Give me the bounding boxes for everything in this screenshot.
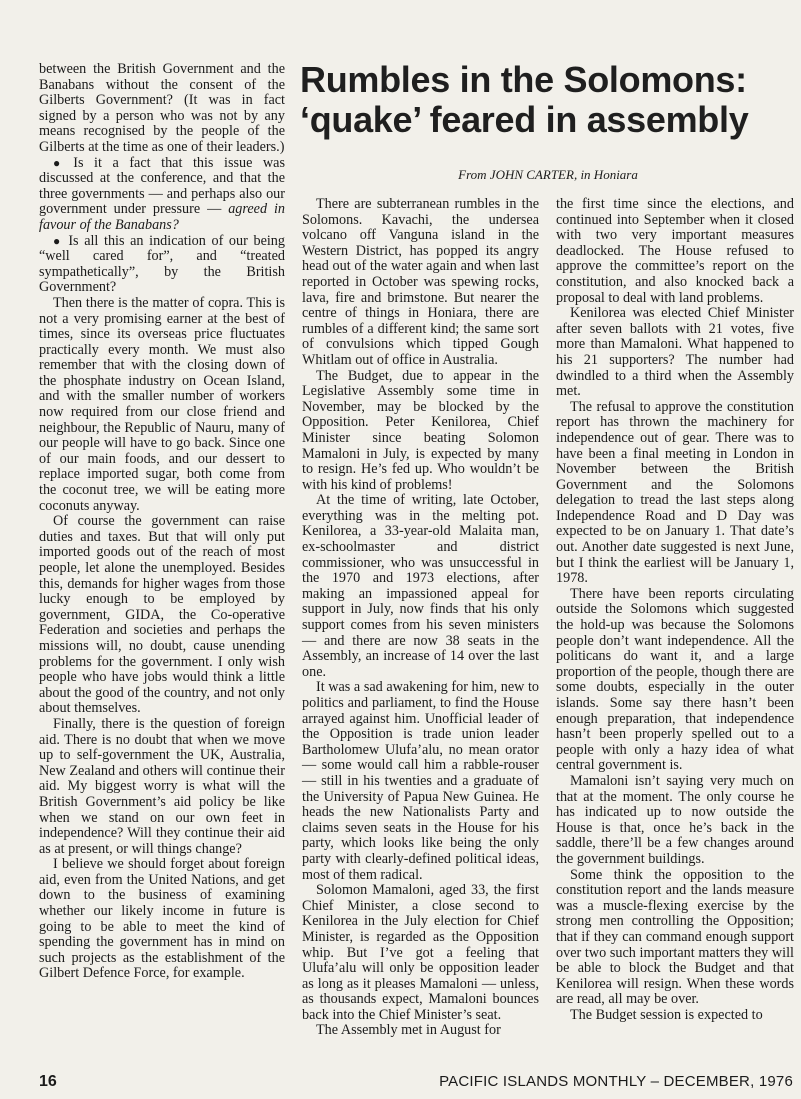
paragraph: the first time since the elections, and continued into September when it closed with two very important measures deadlocked. The House refused to approve the committee’s report on the constitution, and also knocked back a proposal to deal with land problems.	[556, 196, 794, 306]
byline-location: , in Honiara	[573, 167, 638, 182]
paragraph: Mamaloni isn’t saying very much on that at the moment. The only course he has indicated up to now outside the House is that, once he’s back in the saddle, there’ll be a few changes around the government buildings.	[556, 772, 794, 867]
bullet-paragraph	[39, 156, 285, 234]
bullet-emphasis: agreed in favour of the Banabans?	[39, 201, 286, 233]
article-column-2	[556, 197, 794, 1023]
paragraph: Of course the government can raise duties and taxes. But that will only put imported goods out of the reach of most people, let alone the unemployed. Besides this, demands for higher wages from those lucky enough to be employed by government, GIDA, the Co-operative Federation and societies and perhaps the missions will, no doubt, cause unending problems for the government. I only wish people who have jobs would think a little about the good of the country, and not only about themselves.	[39, 513, 285, 717]
letter-column	[39, 62, 285, 982]
paragraph: I believe we should forget about foreign aid, even from the United Nations, and get down to the business of examining whether our likely income in future is going to be able to meet the kind of spending the government has in mind on such projects as the establishment of the Gilbert Defence Force, for example.	[39, 856, 285, 982]
magazine-footer: PACIFIC ISLANDS MONTHLY – DECEMBER, 1976	[439, 1073, 793, 1090]
bullet-icon: ●	[53, 233, 63, 248]
bullet-text: Is all this an indication of our being “well cared for”, and “treated sympathetically”, by the British Government?	[39, 232, 285, 296]
paragraph: Kenilorea was elected Chief Minister after seven ballots with 21 votes, five more than Mamaloni. What happened to his 21 supporters? The number had dwindled to a third when the Assembly met.	[556, 305, 794, 400]
bullet-text: Is it a fact that this issue was discussed at the conference, and that the three governments — and perhaps also our government under pressure —	[39, 154, 285, 218]
paragraph: There have been reports circulating outside the Solomons which suggested the hold-up was because the Solomons people don’t want independence. All the politicans do want it, and a large proportion of the people, though there are some doubts, especially in the outer islands. Some say there hasn’t been enough preparation, that independence hasn’t been properly spelled out to a people with only a hazy idea of what central government is.	[556, 585, 794, 774]
headline-line-1: Rumbles in the Solomons:	[300, 59, 747, 100]
article-byline	[300, 167, 796, 183]
paragraph: The refusal to approve the constitution report has thrown the machinery for independence out of gear. There was to have been a final meeting in London in November between the British Government and the Solomons delegation to tread the last steps along Independence Road and D Day was expected to be on January 1. That date’s out. Another date suggested is next June, but I think the earliest will be January 1, 1978.	[556, 398, 794, 587]
paragraph: At the time of writing, late October, everything was in the melting pot. Kenilorea, a 33-year-old Malaita man, ex-schoolmaster and district commissioner, who was unsuccessful in the 1970 and 1973 elections, after making an impassioned appeal for support in July, now finds that his only support comes from his seven ministers — and there are now 38 seats in the Assembly, an increase of 14 over the last one.	[302, 492, 539, 680]
bullet-icon: ●	[53, 155, 68, 170]
page-number: 16	[39, 1073, 57, 1090]
paragraph: between the British Government and the Banabans without the consent of the Gilberts Government? (It was in fact signed by a person who was not by any means recognised by the people of the Gilberts at the time as one of their leaders.)	[39, 61, 285, 155]
paragraph: The Budget, due to appear in the Legislative Assembly some time in November, may be blocked by the Opposition. Peter Kenilorea, Chief Minister since beating Solomon Mamaloni in July, is expected by many to resign. He’s fed up. Who wouldn’t be with his kind of problems!	[302, 367, 539, 493]
article-headline	[300, 60, 796, 140]
paragraph: The Assembly met in August for	[316, 1022, 501, 1039]
paragraph: Solomon Mamaloni, aged 33, the first Chief Minister, a close second to Kenilorea in the July election for Chief Minister, is regarded as the Opposition whip. But I’ve got a feeling that Ulufa’alu will only be opposition leader as long as it pleases Mamaloni — unless, as thousands expect, Mamaloni bounces back into the Chief Minister’s seat.	[302, 882, 539, 1023]
paragraph: There are subterranean rumbles in the Solomons. Kavachi, the undersea volcano off Vanguna island in the Western District, has popped its angry head out of the water again and when last reported in October was spewing rocks, lava, fire and brimstone. But nearer the centre of things in Honiara, there are rumbles of a different kind; the same sort of convulsions which tipped Gough Whitlam out of office in Australia.	[302, 196, 539, 368]
paragraph: It was a sad awakening for him, new to politics and parliament, to find the House arrayed against him. Unofficial leader of the Opposition is trade union leader Bartholomew Ulufa’alu, no mean orator — some would call him a rabble-rouser — still in his twenties and a graduate of the University of Papua New Guinea. He heads the new Nationalists Party and claims seven seats in the House for his party, which looks like being the only party with clearly-defined political ideas, most of them radical.	[302, 679, 539, 883]
headline-line-2: ‘quake’ feared in assembly	[300, 99, 749, 140]
bullet-paragraph	[39, 234, 285, 296]
paragraph: The Budget session is expected to	[570, 1006, 763, 1023]
byline-prefix: From	[458, 167, 490, 182]
byline-author: JOHN CARTER	[489, 167, 574, 182]
article-column-1	[302, 197, 539, 1039]
paragraph: Then there is the matter of copra. This is not a very promising earner at the best of times, since its overseas price fluctuates practically every month. We must also remember that with the closing down of the phosphate industry on Ocean Island, and with the smaller number of workers now required from our close friend and neighbour, the Republic of Nauru, many of our people will have to go back. Since one of our main foods, and our dessert to replace imported sugar, both come from the coconut tree, we will be eating more coconuts anyway.	[39, 294, 285, 514]
paragraph: Some think the opposition to the constitution report and the lands measure was a muscle-flexing exercise by the strong men controlling the Opposition; that if they can command enough support over two such important matters they will be able to block the Budget and that Kenilorea will resign. When these words are read, all may be over.	[556, 866, 794, 1008]
paragraph: Finally, there is the question of foreign aid. There is no doubt that when we move up to self-government the UK, Australia, New Zealand and others will continue their aid. My biggest worry is what will the British Government’s aid policy be like when we stand on our own feet in independence? Will they continue their aid as at present, or will things change?	[39, 715, 285, 857]
